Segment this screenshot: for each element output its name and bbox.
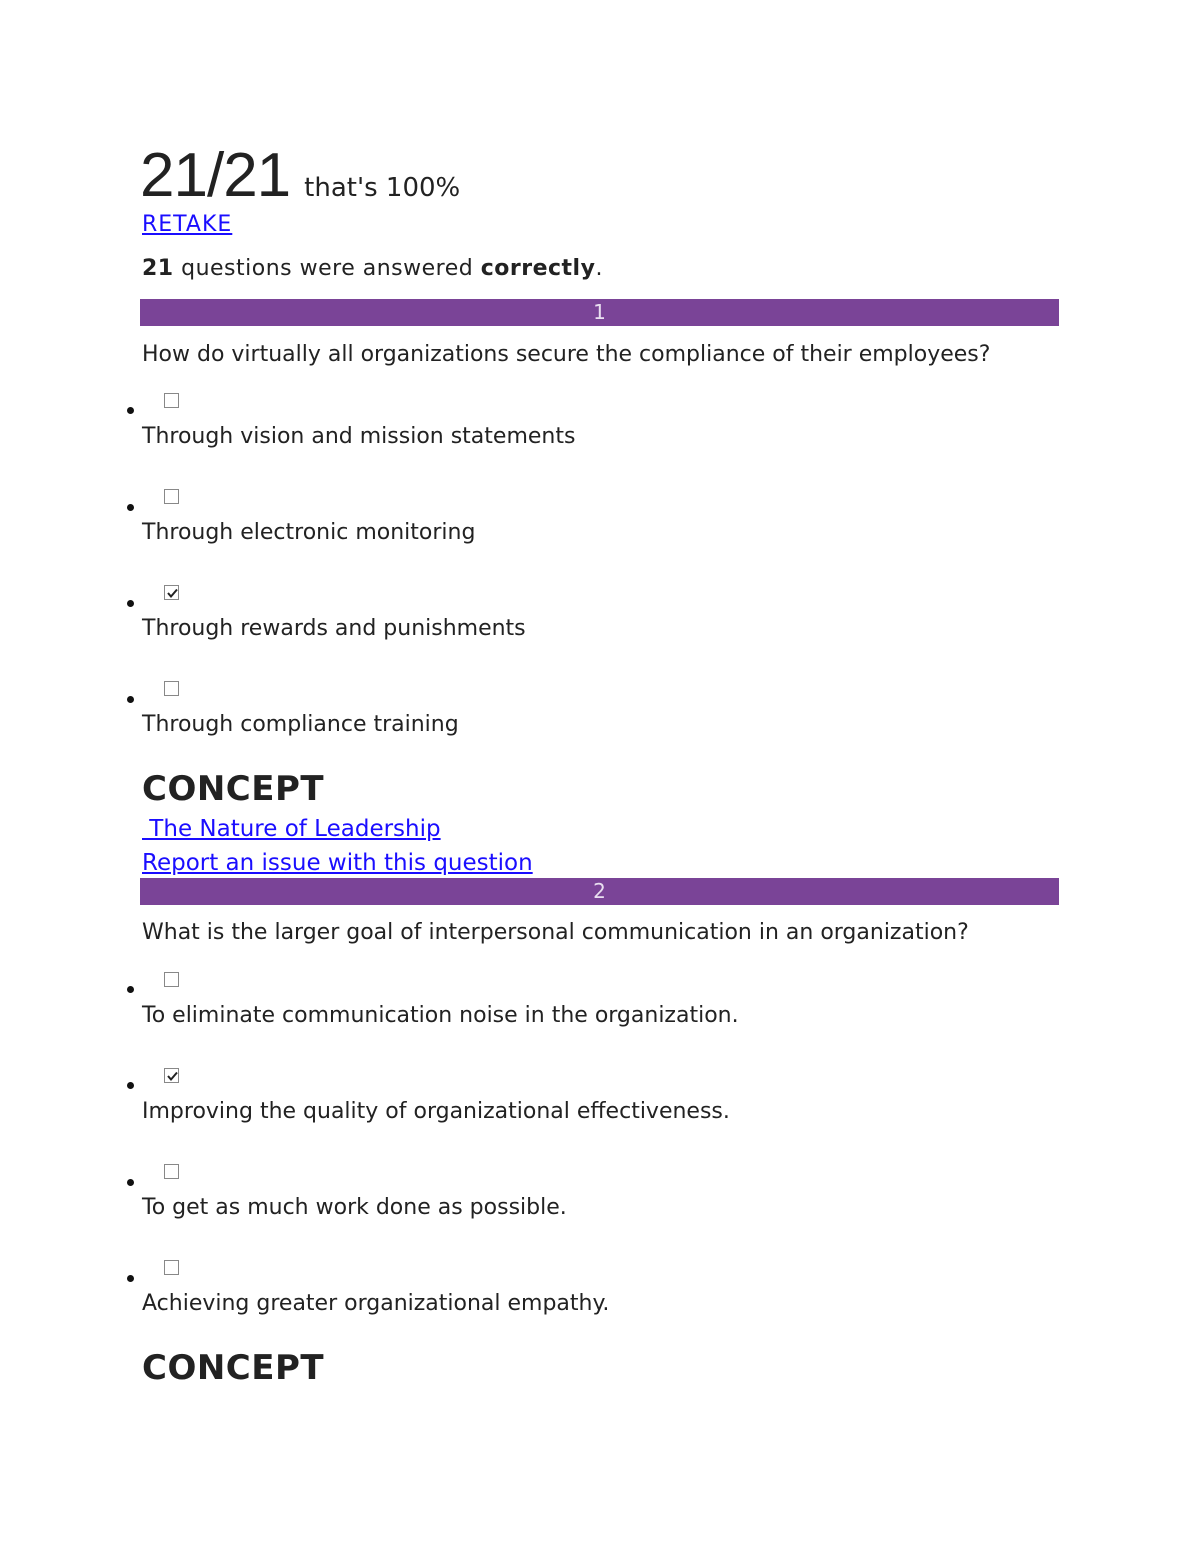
answer-checkbox-checked[interactable] [164,1068,179,1083]
checkmark-icon [165,1069,180,1084]
results-summary [142,256,603,281]
retake-link[interactable]: RETAKE [142,212,233,237]
answer-checkbox[interactable] [164,489,179,504]
answer-checkbox-checked[interactable] [164,585,179,600]
list-bullet [127,504,134,511]
answer-option: Achieving greater organizational empathy. [142,1291,610,1316]
score-header [140,140,460,211]
answer-option: Through electronic monitoring [142,520,476,545]
list-bullet [127,600,134,607]
correct-count: 21 [142,256,174,281]
score-fraction: 21/21 [140,141,291,210]
answer-option: Improving the quality of organizational effectiveness. [142,1099,730,1124]
answer-option: Through compliance training [142,712,459,737]
question-number-bar: 1 [140,299,1059,326]
answer-checkbox[interactable] [164,1260,179,1275]
summary-emphasis: correctly [480,256,596,281]
list-bullet [127,407,134,414]
answer-checkbox[interactable] [164,681,179,696]
list-bullet [127,986,134,993]
summary-end: . [595,256,603,281]
list-bullet [127,696,134,703]
list-bullet [127,1179,134,1186]
answer-checkbox[interactable] [164,972,179,987]
summary-text: questions were answered [173,256,481,281]
concept-link[interactable]: The Nature of Leadership [142,816,441,842]
question-text: How do virtually all organizations secure the compliance of their employees? [142,342,991,367]
report-issue-link[interactable]: Report an issue with this question [142,850,533,876]
question-number-bar: 2 [140,878,1059,905]
question-text: What is the larger goal of interpersonal communication in an organization? [142,920,969,945]
answer-option: To eliminate communication noise in the organization. [142,1003,739,1028]
score-percent: that's 100% [304,173,461,203]
list-bullet [127,1275,134,1282]
checkmark-icon [165,586,180,601]
concept-heading: CONCEPT [142,1348,325,1388]
answer-checkbox[interactable] [164,393,179,408]
list-bullet [127,1082,134,1089]
answer-option: Through rewards and punishments [142,616,526,641]
concept-heading: CONCEPT [142,769,325,809]
answer-option: To get as much work done as possible. [142,1195,567,1220]
answer-option: Through vision and mission statements [142,424,576,449]
answer-checkbox[interactable] [164,1164,179,1179]
